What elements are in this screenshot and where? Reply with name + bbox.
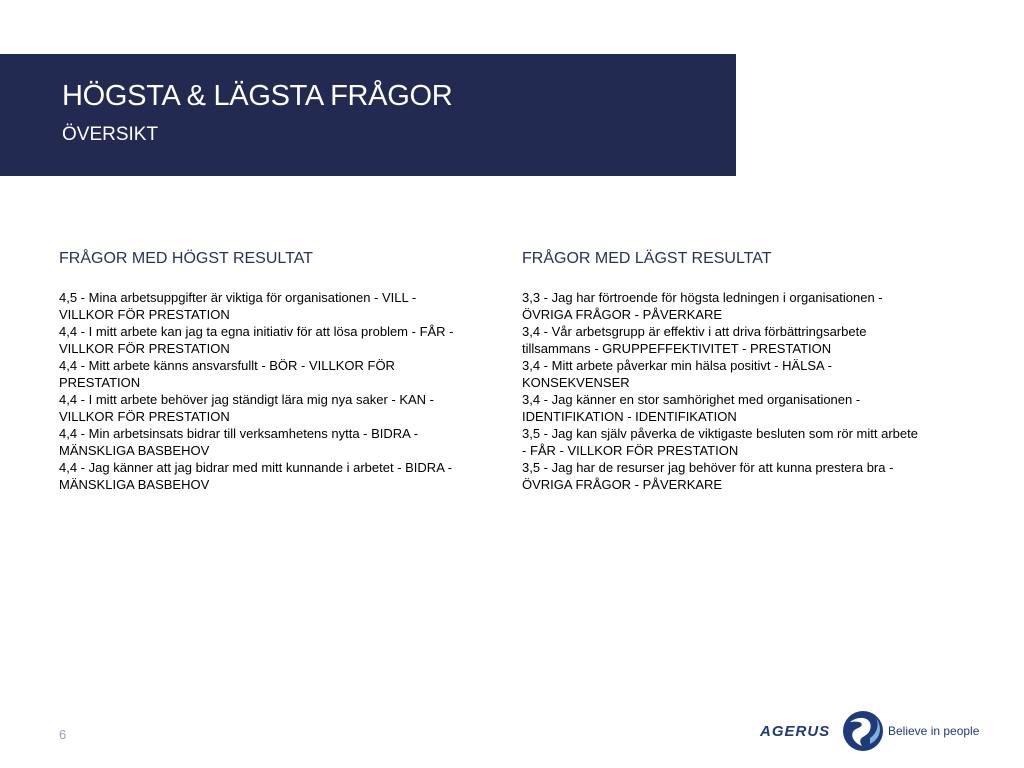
list-item: 4,5 - Mina arbetsuppgifter är viktiga för organisationen - VILL - VILLKOR FÖR PRESTATION	[59, 290, 417, 322]
page-subtitle: ÖVERSIKT	[62, 124, 159, 145]
logo-wordmark: AGERUS	[760, 723, 831, 740]
list-item: 3,4 - Mitt arbete påverkar min hälsa positivt - HÄLSA - KONSEKVENSER	[522, 358, 832, 390]
highest-results-column	[59, 250, 459, 493]
highest-results-list	[59, 289, 459, 493]
list-item: 3,4 - Jag känner en stor samhörighet med organisationen - IDENTIFIKATION - IDENTIFIKATION	[522, 392, 861, 424]
list-item: 4,4 - I mitt arbete kan jag ta egna initiativ för att lösa problem - FÅR - VILLKOR FÖR PRESTATION	[59, 324, 454, 356]
swirl-logo-icon	[840, 708, 886, 754]
list-item: 3,5 - Jag har de resurser jag behöver för att kunna prestera bra - ÖVRIGA FRÅGOR - PÅVERKARE	[522, 460, 894, 492]
list-item: 4,4 - Jag känner att jag bidrar med mitt kunnande i arbetet - BIDRA - MÄNSKLIGA BASBEHOV	[59, 460, 453, 492]
header-band	[0, 54, 736, 176]
list-item: 3,5 - Jag kan själv påverka de viktigaste besluten som rör mitt arbete - FÅR - VILLKOR FÖR PRESTATION	[522, 426, 918, 458]
list-item: 4,4 - Min arbetsinsats bidrar till verksamhetens nytta - BIDRA - MÄNSKLIGA BASBEHOV	[59, 426, 419, 458]
list-item: 3,3 - Jag har förtroende för högsta ledningen i organisationen - ÖVRIGA FRÅGOR - PÅVERKARE	[522, 290, 883, 322]
list-item: 4,4 - Mitt arbete känns ansvarsfullt - BÖR - VILLKOR FÖR PRESTATION	[59, 358, 395, 390]
page-title: HÖGSTA & LÄGSTA FRÅGOR	[62, 80, 453, 112]
agerus-logo	[760, 708, 980, 756]
highest-results-heading: FRÅGOR MED HÖGST RESULTAT	[59, 250, 313, 267]
page-number: 6	[59, 727, 67, 742]
list-item: 4,4 - I mitt arbete behöver jag ständigt lära mig nya saker - KAN - VILLKOR FÖR PRESTATION	[59, 392, 435, 424]
lowest-results-heading: FRÅGOR MED LÄGST RESULTAT	[522, 250, 772, 267]
list-item: 3,4 - Vår arbetsgrupp är effektiv i att driva förbättringsarbete tillsammans - GRUPPEFFEKTIVITET - PRESTATION	[522, 324, 867, 356]
lowest-results-column	[522, 250, 922, 493]
lowest-results-list	[522, 289, 922, 493]
logo-tagline: Believe in people	[888, 724, 980, 738]
